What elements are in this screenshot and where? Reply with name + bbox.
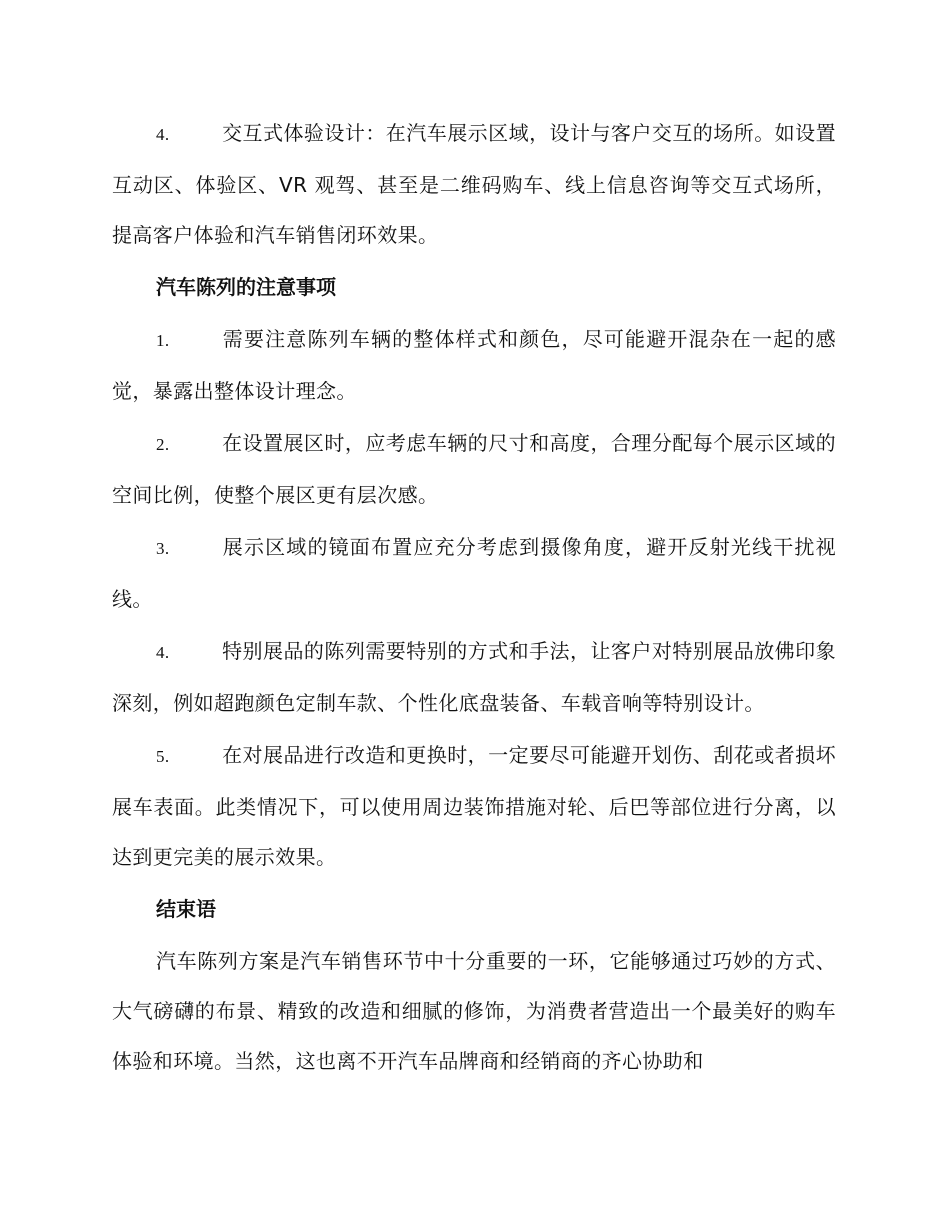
list-item xyxy=(112,418,836,520)
list-item xyxy=(112,522,836,624)
list-item-text: 交互式体验设计：在汽车展示区域，设计与客户交互的场所。如设置互动区、体验区、VR 观驾、甚至是二维码购车、线上信息咨询等交互式场所，提高客户体验和汽车销售闭环效果。 xyxy=(112,121,836,247)
conclusion-paragraph: 汽车陈列方案是汽车销售环节中十分重要的一环，它能够通过巧妙的方式、大气磅礴的布景、精致的改造和细腻的修饰，为消费者营造出一个最美好的购车体验和环境。当然，这也离不开汽车品牌商和经销商的齐心协助和 xyxy=(112,949,836,1073)
section-heading-notes: 汽车陈列的注意事项 xyxy=(156,275,336,299)
list-item xyxy=(112,730,836,882)
list-item-number: 4. xyxy=(156,125,170,144)
document-page xyxy=(112,108,836,1088)
list-item-number: 4. xyxy=(156,643,170,662)
list-item-number: 5. xyxy=(156,747,170,766)
list-item xyxy=(112,108,836,260)
list-item-text: 特别展品的陈列需要特别的方式和手法，让客户对特别展品放佛印象深刻，例如超跑颜色定制车款、个性化底盘装备、车载音响等特别设计。 xyxy=(112,639,836,715)
list-item-number: 2. xyxy=(156,435,170,454)
list-item-text: 需要注意陈列车辆的整体样式和颜色，尽可能避开混杂在一起的感觉，暴露出整体设计理念。 xyxy=(112,327,836,403)
list-item-number: 1. xyxy=(156,331,170,350)
list-item-text: 在对展品进行改造和更换时，一定要尽可能避开划伤、刮花或者损坏展车表面。此类情况下，可以使用周边装饰措施对轮、后巴等部位进行分离，以达到更完美的展示效果。 xyxy=(112,743,836,869)
list-item-text: 在设置展区时，应考虑车辆的尺寸和高度，合理分配每个展示区域的空间比例，使整个展区更有层次感。 xyxy=(112,431,836,507)
list-item xyxy=(112,314,836,416)
section-heading-conclusion: 结束语 xyxy=(156,897,216,921)
list-item-number: 3. xyxy=(156,539,170,558)
list-item xyxy=(112,626,836,728)
list-item-text: 展示区域的镜面布置应充分考虑到摄像角度，避开反射光线干扰视线。 xyxy=(112,535,836,611)
